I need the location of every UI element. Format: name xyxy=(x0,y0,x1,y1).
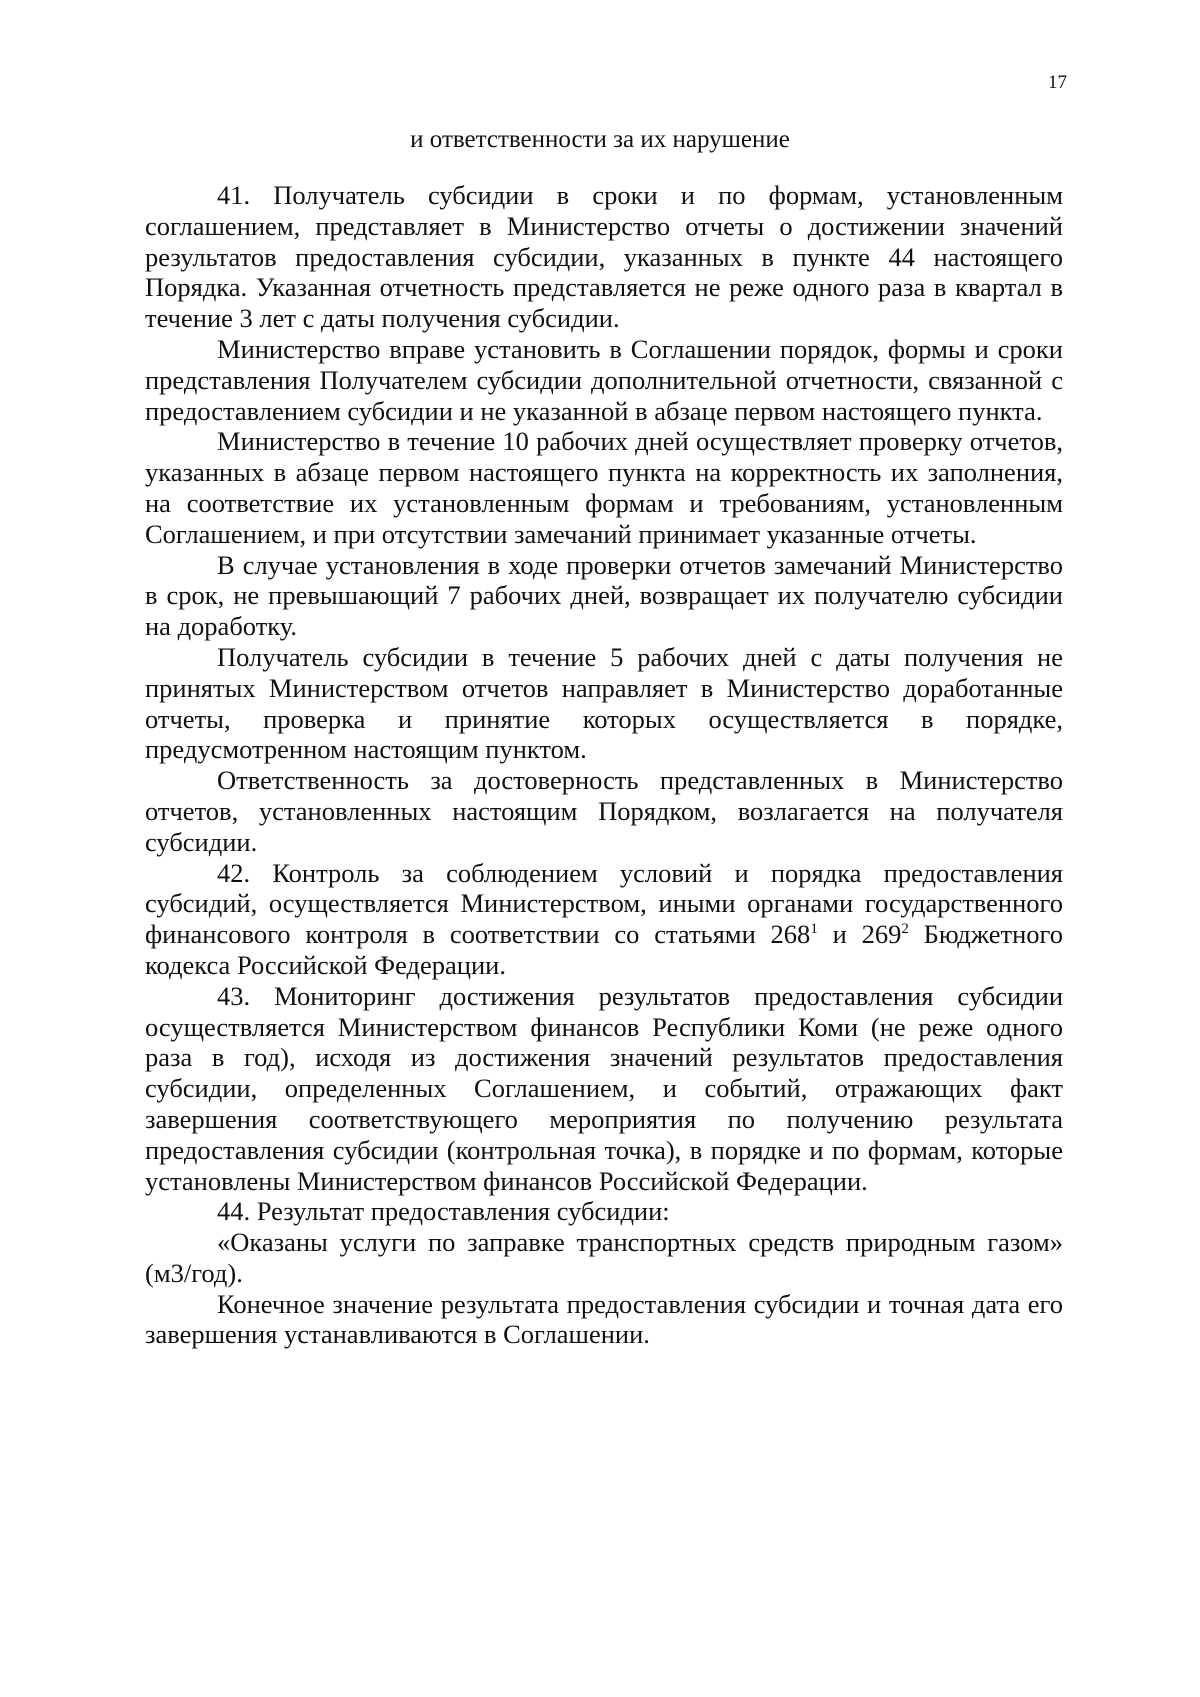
paragraph-43: 43. Мониторинг достижения результатов предоставления субсидии осуществляется Министерством финансов Республики Коми (не реже одного раза в год), исходя из достижения значений результатов предоставления субсидии, определенных Соглашением, и событий, отражающих факт завершения соответствующего мероприятия по получению результата предоставления субсидии (контрольная точка), в порядке и по формам, которые установлены Министерством финансов Российской Федерации. xyxy=(145,980,1063,1196)
paragraph-42 xyxy=(145,858,1063,981)
paragraph-44-result: «Оказаны услуги по заправке транспортных средств природным газом» (м3/год). xyxy=(145,1227,1063,1288)
paragraph-42-text-b: и 269 xyxy=(817,919,902,950)
paragraph-44: 44. Результат предоставления субсидии: xyxy=(217,1196,670,1227)
footnote-mark-268: 1 xyxy=(810,921,818,938)
paragraph-44-final-value: Конечное значение результата предоставления субсидии и точная дата его завершения устанавливаются в Соглашении. xyxy=(145,1288,1063,1350)
paragraph-41-additional-reporting: Министерство вправе установить в Соглашении порядок, формы и сроки представления Получателем субсидии дополнительной отчетности, связанной с предоставлением субсидии и не указанной в абзаце первом настоящего пункта. xyxy=(145,333,1063,426)
paragraph-42-text-c: Бюджетного кодекса Российской Федерации. xyxy=(145,919,1063,980)
document-body xyxy=(145,180,1063,1350)
paragraph-41-report-check: Министерство в течение 10 рабочих дней осуществляет проверку отчетов, указанных в абзаце первом настоящего пункта на корректность их заполнения, на соответствие их установленным формам и требованиям, установленным Соглашением, и при отсутствии замечаний принимает указанные отчеты. xyxy=(145,426,1063,549)
section-heading: и ответственности за их нарушение xyxy=(410,126,790,153)
paragraph-41-remarks: В случае установления в ходе проверки отчетов замечаний Министерство в срок, не превышающий 7 рабочих дней, возвращает их получателю субсидии на доработку. xyxy=(145,549,1063,642)
paragraph-41-responsibility: Ответственность за достоверность представленных в Министерство отчетов, установленных настоящим Порядком, возлагается на получателя субсидии. xyxy=(145,765,1063,857)
paragraph-41-revised-reports: Получатель субсидии в течение 5 рабочих дней с даты получения не принятых Министерством отчетов направляет в Министерство доработанные отчеты, проверка и принятие которых осуществляется в порядке, предусмотренном настоящим пунктом. xyxy=(145,641,1063,765)
page-number: 17 xyxy=(1048,72,1067,93)
paragraph-41: 41. Получатель субсидии в сроки и по формам, установленным соглашением, представляет в Министерство отчеты о достижении значений результатов предоставления субсидии, указанных в пункте 44 настоящего Порядка. Указанная отчетность представляется не реже одного раза в квартал в течение 3 лет с даты получения субсидии. xyxy=(145,180,1063,334)
footnote-mark-269: 2 xyxy=(901,921,909,938)
paragraph-42-text-a: 42. Контроль за соблюдением условий и порядка предоставления субсидий, осуществляется Министерством, иными органами государственного финансового контроля в соответствии со статьями 268 xyxy=(145,857,1063,950)
